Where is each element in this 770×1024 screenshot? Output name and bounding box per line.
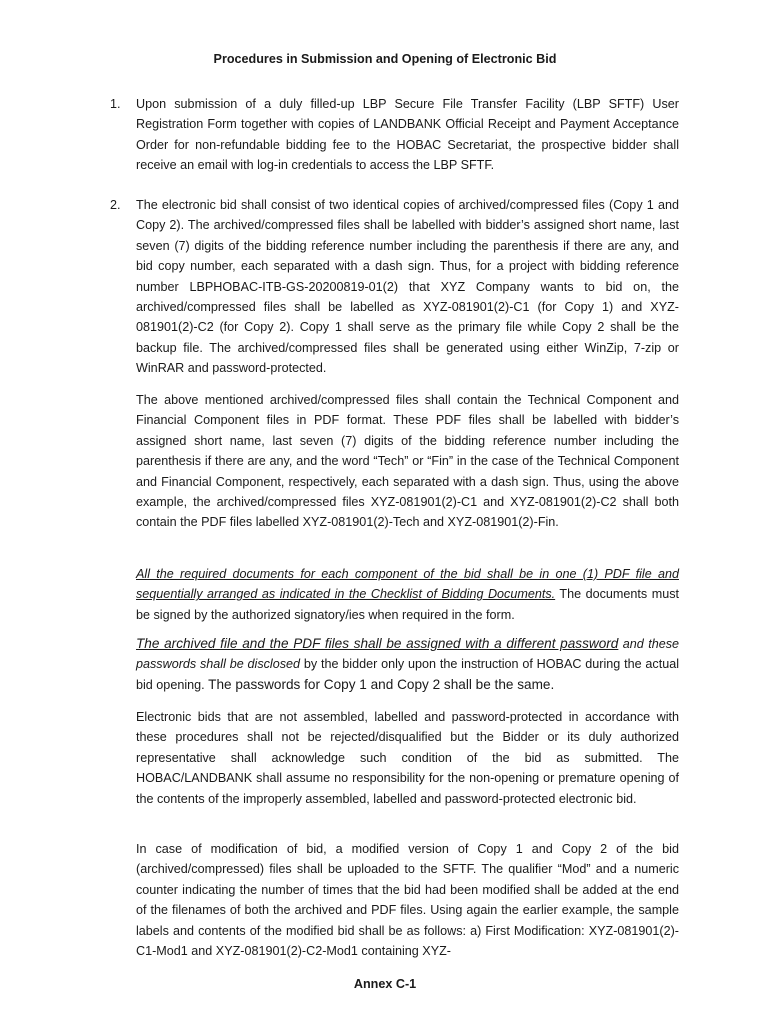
password-same: The passwords for Copy 1 and Copy 2 shall be the same. [204,676,555,692]
password-italic: and these passwords shall be disclosed [136,637,680,672]
paragraph-modification: In case of modification of bid, a modified version of Copy 1 and Copy 2 of the bid (archived/compressed) files shall be uploaded to the SFTF. The qualifier “Mod” and a numeric counter indicating the number of times that the bid had been modified shall be added at the end of the filenames of both the archived and PDF files. Using again the earlier example, the sample labels and contents of the modified bid shall be as follows: a) First Modification: XYZ-081901(2)-C1-Mod1 and XYZ-081901(2)-C2-Mod1 containing XYZ- [136,842,679,959]
required-underlined: All the required documents for each component of the bid shall be in one (1) PDF file and sequentially arranged as indicated in the Checklist of Bidding Documents. [136,567,679,602]
required-rest: The documents must be signed by the authorized signatory/ies when required in the form. [136,587,679,622]
paragraph-required-documents [136,564,679,625]
item-text: The electronic bid shall consist of two identical copies of archived/compressed files (Copy 1 and Copy 2). The archived/compressed files shall be labelled with bidder’s assigned short name, last seven (7) digits of the bidding reference number including the parenthesis if there are any, and bid copy number, each separated with a dash sign. Thus, for a project with bidding reference number LBPHOBAC-ITB-GS-20200819-01(2) that XYZ Company wants to bid on, the archived/compressed files shall be labelled as XYZ-081901(2)-C1 (for Copy 1) and XYZ-081901(2)-C2 (for Copy 2). Copy 1 shall serve as the primary file while Copy 2 shall be the backup file. The archived/compressed files shall be generated using either WinZip, 7-zip or WinRAR and password-protected. [136,198,679,376]
page-footer: Annex C-1 [353,977,417,991]
paragraph-responsibility: Electronic bids that are not assembled, labelled and password-protected in accordance with these procedures shall not be rejected/disqualified but the Bidder or its duly authorized representative shall acknowledge such condition of the bid as submitted. The HOBAC/LANDBANK shall assume no responsibility for the non-opening or premature opening of the contents of the improperly assembled, labelled and password-protected electronic bid. [136,710,679,806]
paragraph-password [136,634,679,695]
item-number: 1. [110,97,121,111]
page-title: Procedures in Submission and Opening of Electronic Bid [213,52,557,66]
item-number: 2. [110,198,121,212]
item-text: Upon submission of a duly filled-up LBP Secure File Transfer Facility (LBP SFTF) User Registration Form together with copies of LANDBANK Official Receipt and Payment Acceptance Order for non-refundable bidding fee to the HOBAC Secretariat, the prospective bidder shall receive an email with log-in credentials to access the LBP SFTF. [136,97,679,173]
password-rest: by the bidder only upon the instruction of HOBAC during the actual bid opening. [136,657,679,692]
password-underlined: The archived file and the PDF files shall be assigned with a different password [136,636,619,651]
paragraph-components: The above mentioned archived/compressed files shall contain the Technical Component and Financial Component files in PDF format. These PDF files shall be labelled with bidder’s assigned short name, last seven (7) digits of the bidding reference number including the parenthesis if there are any, and the word “Tech” or “Fin” in the case of the Technical Component and Financial Component, respectively, each separated with a dash sign. Thus, using the above example, the archived/compressed files XYZ-081901(2)-C1 and XYZ-081901(2)-C2 shall both contain the PDF files labelled XYZ-081901(2)-Tech and XYZ-081901(2)-Fin. [136,393,679,530]
